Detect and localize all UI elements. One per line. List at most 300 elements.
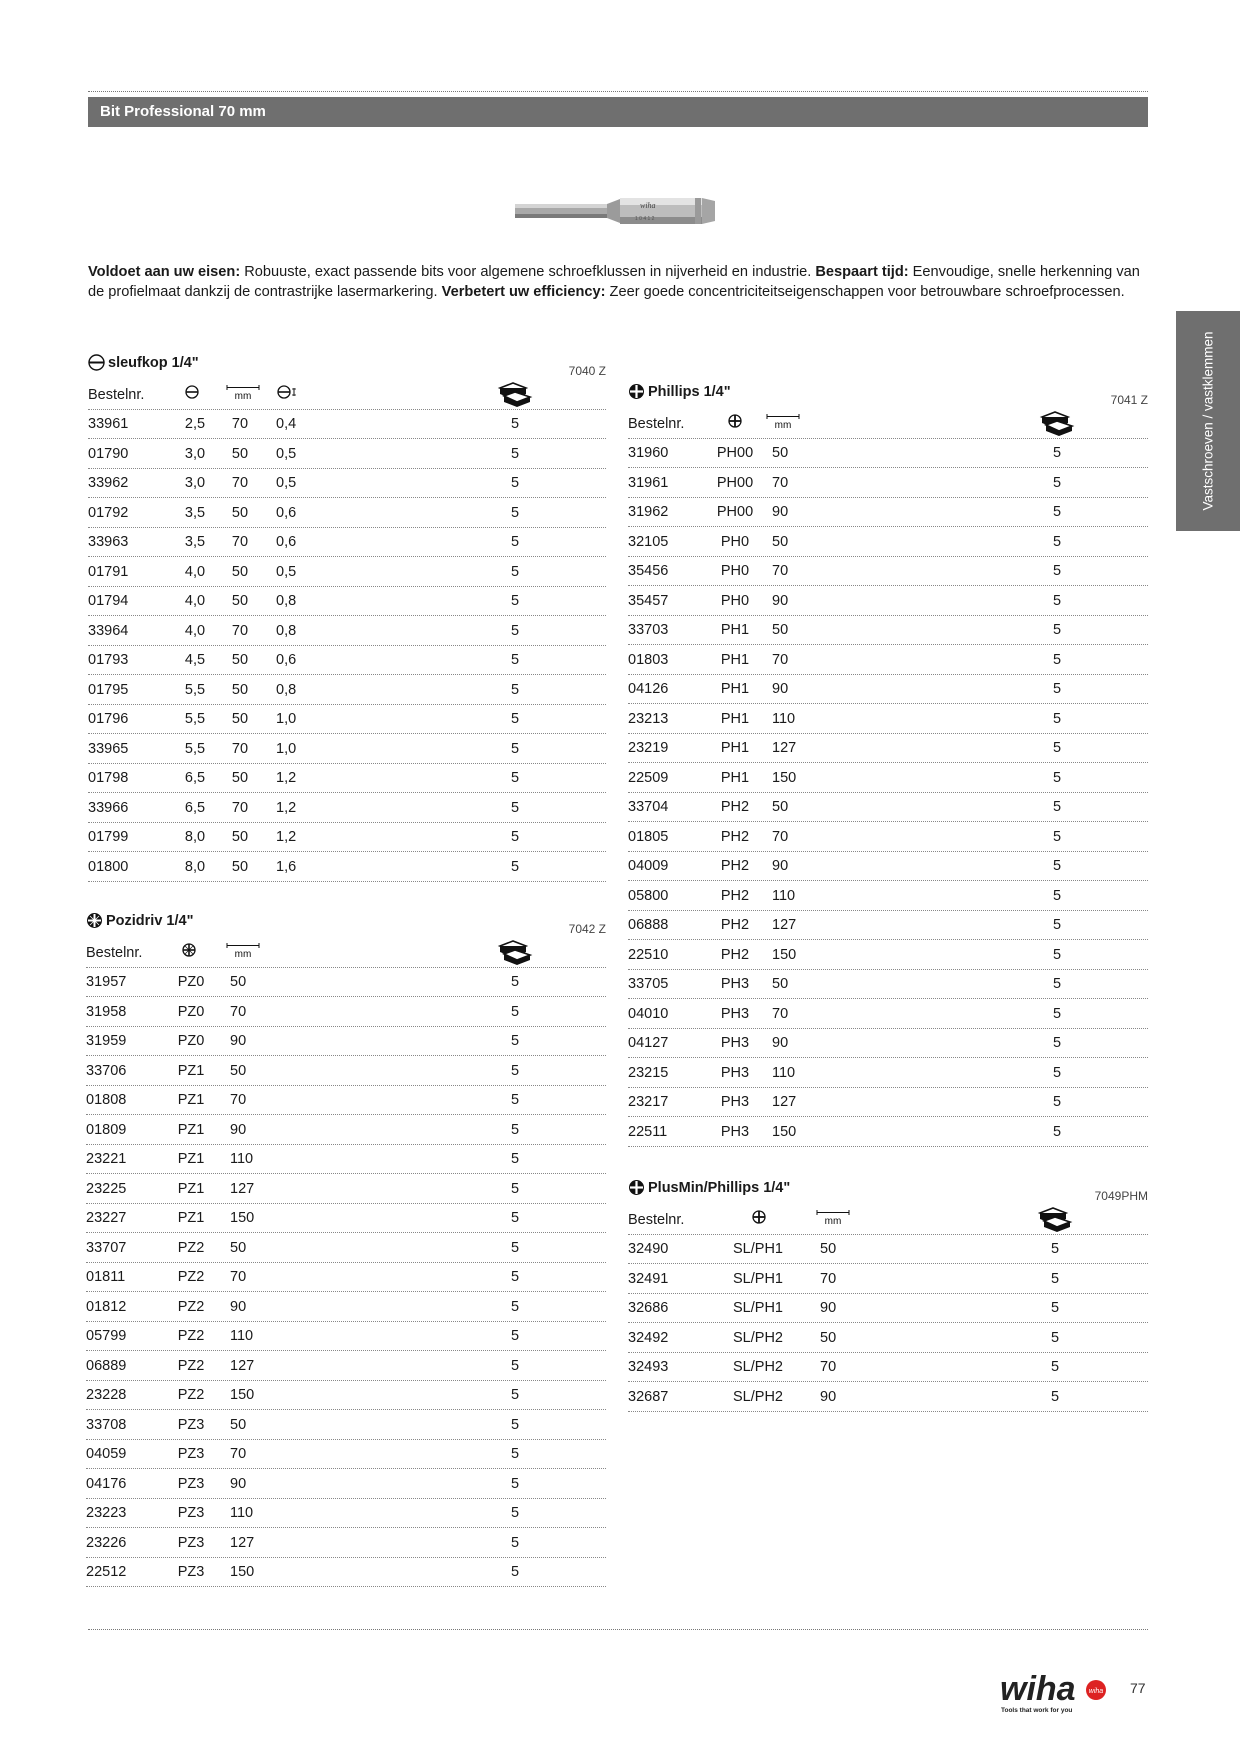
table-row <box>86 1499 606 1529</box>
table-cell: 5 <box>1052 592 1062 609</box>
table-row <box>628 970 1148 1000</box>
table-row <box>86 1440 606 1470</box>
table-cell: 90 <box>230 1298 247 1315</box>
pack-quantity-icon <box>496 937 534 966</box>
table-cell: 127 <box>230 1357 255 1374</box>
table-cell: 110 <box>772 887 796 904</box>
table-row <box>628 911 1148 941</box>
table-cell: 32492 <box>628 1329 669 1346</box>
phillips-profile-icon <box>628 1179 645 1196</box>
table-cell: 50 <box>231 504 249 521</box>
table-cell: 5 <box>510 1180 520 1197</box>
table-cell: PH2 <box>720 799 750 815</box>
table-row <box>88 646 606 676</box>
table-cell: SL/PH2 <box>733 1388 783 1405</box>
table-cell: 5 <box>510 799 520 816</box>
table-row <box>86 997 606 1027</box>
table-cell: 04127 <box>628 1035 669 1051</box>
table-cell: PZ1 <box>177 1092 205 1108</box>
table-cell: PH1 <box>720 769 750 786</box>
table-cell: 5 <box>510 622 520 639</box>
table-cell: 150 <box>772 769 797 786</box>
table-row <box>86 968 606 998</box>
table-cell: 50 <box>231 593 249 609</box>
table-cell: SL/PH1 <box>733 1270 783 1287</box>
table-cell: 5 <box>510 1505 520 1521</box>
intro-text: Voldoet aan uw eisen: Robuuste, exact passende bits voor algemene schroefklussen in nijverheid en industrie. Bespaart tijd: Eenvoudige, snelle herkenning van de profielmaat dankzij de contrastrijke lasermarkering. Verbetert uw efficiency: Zeer goede concentriciteitseigenschappen voor betrouwbare schroefprocessen. <box>88 264 1140 301</box>
table-cell: 5 <box>510 475 520 491</box>
top-divider <box>88 91 1148 92</box>
table-cell: PH2 <box>720 887 750 904</box>
table-cell: 35456 <box>628 563 669 579</box>
table-cell: 0,4 <box>276 416 297 432</box>
table-cell: 5 <box>1052 445 1062 461</box>
table-cell: 0,8 <box>276 622 297 639</box>
table-row <box>86 1528 606 1558</box>
table-row <box>628 1058 1148 1088</box>
table-cell: 50 <box>231 445 249 462</box>
table-cell: 5 <box>1050 1241 1060 1257</box>
table-cell: PZ3 <box>177 1505 205 1521</box>
table-cell: PZ1 <box>177 1210 205 1226</box>
table-cell: 2,5 <box>184 416 206 432</box>
table-cell: 4,5 <box>184 652 206 668</box>
table-row <box>88 823 606 853</box>
table-cell: PZ1 <box>177 1180 205 1197</box>
table-cell: 5 <box>1052 710 1062 727</box>
table-cell: 5 <box>1052 1094 1062 1110</box>
table-cell: 01800 <box>88 858 129 875</box>
table-cell: 150 <box>230 1564 255 1580</box>
table-row <box>88 852 606 882</box>
table-row <box>628 616 1148 646</box>
table-cell: 90 <box>772 592 789 609</box>
table-cell: 5 <box>1052 1123 1062 1140</box>
table-cell: 5 <box>1052 887 1062 904</box>
table-row <box>86 1558 606 1588</box>
table-cell: PH3 <box>720 1094 750 1110</box>
table-cell: 6,5 <box>184 770 206 786</box>
table-cell: 50 <box>820 1329 837 1346</box>
svg-text:wiha: wiha <box>1088 1688 1104 1695</box>
table-cell: PH1 <box>720 740 750 756</box>
table-cell: 5 <box>1052 651 1062 668</box>
table-cell: 01794 <box>88 593 129 609</box>
table-cell: 70 <box>230 1092 247 1108</box>
table-cell: 50 <box>230 1239 247 1256</box>
table-row <box>88 675 606 705</box>
table-cell: 5 <box>510 1151 520 1167</box>
table-cell: 01812 <box>86 1298 127 1315</box>
table-cell: PZ3 <box>177 1416 205 1433</box>
table-cell: 5 <box>510 652 520 668</box>
pack-quantity-icon <box>496 379 534 408</box>
table-cell: 150 <box>230 1210 255 1226</box>
table-cell: 5 <box>1052 769 1062 786</box>
table-cell: 23227 <box>86 1210 127 1226</box>
table-cell: 50 <box>772 799 789 815</box>
table-row <box>88 793 606 823</box>
table-cell: 01793 <box>88 652 129 668</box>
table-cell: 23228 <box>86 1387 127 1403</box>
table-cell: 5 <box>510 534 520 550</box>
table-cell: 70 <box>230 1269 247 1285</box>
table-cell: 1,0 <box>276 711 297 727</box>
table-cell: PZ3 <box>177 1564 205 1580</box>
table-row <box>88 498 606 528</box>
table-cell: 5 <box>510 445 520 462</box>
table-cell: 5 <box>510 740 520 757</box>
table-cell: PH2 <box>720 858 750 874</box>
table-cell: 33965 <box>88 740 129 757</box>
table-cell: 5 <box>510 1210 520 1226</box>
table-cell: 5 <box>510 711 520 727</box>
page-number: 77 <box>1130 1680 1146 1696</box>
table-cell: 04126 <box>628 681 669 697</box>
table-row <box>628 498 1148 528</box>
table-cell: 23226 <box>86 1534 127 1551</box>
table-row <box>628 940 1148 970</box>
table-cell: 3,0 <box>184 475 206 491</box>
table-cell: 70 <box>820 1359 837 1375</box>
section-code: 7040 Z <box>568 364 606 378</box>
table-cell: 04059 <box>86 1446 127 1462</box>
table-row <box>628 822 1148 852</box>
column-header-art: Bestelnr. <box>88 386 145 403</box>
table-row <box>628 999 1148 1029</box>
table-row <box>628 1323 1148 1353</box>
table-cell: 50 <box>231 563 249 580</box>
table-cell: 50 <box>231 711 249 727</box>
table-cell: 127 <box>230 1180 255 1197</box>
table-row <box>628 1029 1148 1059</box>
table-row <box>88 764 606 794</box>
table-cell: 50 <box>230 1416 247 1433</box>
table-cell: 5 <box>1050 1329 1060 1346</box>
table-cell: PZ1 <box>177 1121 205 1138</box>
table-cell: 5,5 <box>184 740 206 757</box>
table-cell: 5 <box>1052 681 1062 697</box>
table-cell: PH0 <box>720 563 750 579</box>
table-cell: 50 <box>231 858 249 875</box>
table-cell: 8,0 <box>184 829 206 845</box>
table-cell: 33962 <box>88 475 129 491</box>
table-row <box>628 1353 1148 1383</box>
table-cell: 5 <box>1052 563 1062 579</box>
table-header <box>86 938 606 968</box>
table-cell: 50 <box>231 681 249 698</box>
table-cell: 5 <box>1052 1064 1062 1081</box>
table-cell: 70 <box>231 622 249 639</box>
table-cell: SL/PH2 <box>733 1329 783 1346</box>
table-cell: 70 <box>231 475 249 491</box>
bottom-divider <box>88 1629 1148 1630</box>
table-row <box>628 468 1148 498</box>
table-row <box>628 527 1148 557</box>
table-cell: PH0 <box>720 592 750 609</box>
table-cell: 01805 <box>628 828 669 845</box>
table-cell: 23219 <box>628 740 669 756</box>
table-cell: 127 <box>772 740 797 756</box>
table-cell: 31958 <box>86 1003 127 1020</box>
bit-product-image <box>515 195 720 227</box>
table-cell: 22511 <box>628 1123 668 1140</box>
table-cell: 150 <box>230 1387 255 1403</box>
table-cell: 5 <box>510 563 520 580</box>
table-cell: 05800 <box>628 887 669 904</box>
table-cell: 01811 <box>86 1269 126 1285</box>
table-cell: PZ1 <box>177 1062 205 1079</box>
table-cell: PH3 <box>720 1123 750 1140</box>
table-cell: 1,6 <box>276 858 297 875</box>
table-cell: PZ2 <box>177 1269 205 1285</box>
table-row <box>628 675 1148 705</box>
table-cell: 06888 <box>628 917 669 933</box>
table-cell: 33705 <box>628 976 669 992</box>
table-cell: 5 <box>510 681 520 698</box>
table-cell: 127 <box>772 917 797 933</box>
table-row <box>86 1145 606 1175</box>
table-cell: 50 <box>231 829 249 845</box>
table-cell: 5 <box>1052 946 1062 963</box>
table-cell: PZ3 <box>177 1475 205 1492</box>
table-cell: 5 <box>510 1387 520 1403</box>
table-cell: PZ2 <box>177 1239 205 1256</box>
length-mm-icon <box>226 383 260 401</box>
table-row <box>628 1382 1148 1412</box>
length-mm-icon <box>766 412 800 430</box>
table-cell: PZ0 <box>177 1003 205 1020</box>
table-cell: 3,0 <box>184 445 206 462</box>
table-cell: 5 <box>510 1416 520 1433</box>
table-row <box>628 881 1148 911</box>
table-cell: 90 <box>772 1035 789 1051</box>
table-row <box>86 1027 606 1057</box>
table-cell: 22512 <box>86 1564 127 1580</box>
table-cell: 23213 <box>628 710 669 727</box>
table-cell: 05799 <box>86 1328 127 1344</box>
table-cell: 0,5 <box>276 563 297 580</box>
table-cell: PH00 <box>716 504 754 520</box>
table-cell: 23225 <box>86 1180 127 1197</box>
table-row <box>86 1115 606 1145</box>
table-cell: 110 <box>772 1064 796 1081</box>
section-code: 7042 Z <box>568 922 606 936</box>
pozidriv-profile-icon <box>181 941 203 959</box>
section-title: Pozidriv 1/4" <box>86 912 193 929</box>
table-cell: 70 <box>231 534 249 550</box>
table-row <box>86 1351 606 1381</box>
table-cell: 0,6 <box>276 504 297 521</box>
table-cell: 5 <box>510 593 520 609</box>
table-cell: 50 <box>231 770 249 786</box>
table-cell: 22510 <box>628 946 669 963</box>
section-title: sleufkop 1/4" <box>88 354 199 371</box>
table-cell: 70 <box>772 474 789 491</box>
table-cell: PZ2 <box>177 1298 205 1315</box>
table-cell: 32105 <box>628 533 669 550</box>
table-cell: PH3 <box>720 1035 750 1051</box>
table-cell: PH1 <box>720 710 750 727</box>
table-cell: 23221 <box>86 1151 127 1167</box>
table-cell: 0,8 <box>276 681 297 698</box>
table-cell: 5 <box>510 974 520 990</box>
table-cell: 06889 <box>86 1357 127 1374</box>
table-cell: 1,0 <box>276 740 297 757</box>
table-cell: 1,2 <box>276 770 297 786</box>
table-cell: PZ2 <box>177 1328 205 1344</box>
table-row <box>628 704 1148 734</box>
pack-quantity-icon <box>1036 1204 1074 1233</box>
table-cell: 90 <box>230 1121 247 1138</box>
table-cell: 04009 <box>628 858 669 874</box>
table-cell: 5 <box>1052 799 1062 815</box>
table-cell: PH2 <box>720 946 750 963</box>
phillips-profile-icon <box>727 412 749 430</box>
table-cell: PH00 <box>716 445 754 461</box>
table-cell: 4,0 <box>184 563 206 580</box>
table-cell: 70 <box>231 799 249 816</box>
table-cell: 32687 <box>628 1388 669 1405</box>
table-cell: 5 <box>510 1092 520 1108</box>
table-cell: 8,0 <box>184 858 206 875</box>
table-row <box>628 1264 1148 1294</box>
table-cell: 5 <box>510 829 520 845</box>
table-cell: 31962 <box>628 504 669 520</box>
table-cell: 23215 <box>628 1064 669 1081</box>
table-cell: 1,2 <box>276 829 297 845</box>
table-row <box>628 1294 1148 1324</box>
table-cell: 31961 <box>628 474 669 491</box>
table-cell: PH1 <box>720 681 750 697</box>
table-cell: PH1 <box>720 622 750 638</box>
table-cell: 5 <box>510 1269 520 1285</box>
section-code: 7049PHM <box>1094 1189 1148 1203</box>
table-row <box>628 852 1148 882</box>
slotted-profile-icon <box>88 354 105 371</box>
table-cell: 3,5 <box>184 504 206 521</box>
table-cell: PH2 <box>720 828 750 845</box>
table-row <box>86 1233 606 1263</box>
table-cell: 4,0 <box>184 622 206 639</box>
table-cell: 5 <box>510 416 520 432</box>
table-row <box>86 1469 606 1499</box>
table-cell: 0,6 <box>276 652 297 668</box>
table-cell: 31960 <box>628 445 669 461</box>
table-row <box>86 1086 606 1116</box>
table-row <box>86 1204 606 1234</box>
table-row <box>628 557 1148 587</box>
length-mm-icon <box>226 941 260 959</box>
table-cell: 90 <box>230 1033 247 1049</box>
table-cell: 32493 <box>628 1359 669 1375</box>
table-cell: 33966 <box>88 799 129 816</box>
table-row <box>88 557 606 587</box>
table-cell: 5 <box>510 1121 520 1138</box>
table-cell: 5 <box>1052 1035 1062 1051</box>
table-cell: 70 <box>820 1270 837 1287</box>
table-header <box>88 380 606 410</box>
table-cell: 90 <box>820 1388 837 1405</box>
table-cell: 04010 <box>628 1005 669 1022</box>
table-cell: 5 <box>1052 976 1062 992</box>
table-cell: 22509 <box>628 769 669 786</box>
table-cell: 50 <box>772 533 789 550</box>
phillips-profile-icon <box>628 383 645 400</box>
table-row <box>628 586 1148 616</box>
svg-text:mm: mm <box>824 1215 842 1226</box>
table-cell: 01795 <box>88 681 129 698</box>
table-cell: 127 <box>230 1534 255 1551</box>
table-cell: 50 <box>231 652 249 668</box>
table-row <box>86 1381 606 1411</box>
table-cell: PZ1 <box>177 1151 205 1167</box>
table-cell: PH3 <box>720 1005 750 1022</box>
table-cell: 5 <box>1052 622 1062 638</box>
table-cell: 50 <box>772 976 789 992</box>
table-cell: 5 <box>510 1564 520 1580</box>
table-cell: SL/PH2 <box>733 1359 783 1375</box>
table-cell: 5 <box>1050 1388 1060 1405</box>
table-cell: 33963 <box>88 534 129 550</box>
table-cell: 5 <box>1052 504 1062 520</box>
table-cell: 70 <box>230 1446 247 1462</box>
table-cell: 50 <box>820 1241 837 1257</box>
table-cell: 33707 <box>86 1239 127 1256</box>
table-row <box>628 793 1148 823</box>
table-cell: 5 <box>510 1062 520 1079</box>
section-title: Phillips 1/4" <box>628 383 731 400</box>
table-cell: 01798 <box>88 770 129 786</box>
table-cell: 33964 <box>88 622 129 639</box>
table-cell: 70 <box>772 651 789 668</box>
page-header: Bit Professional 70 mm <box>88 97 1148 127</box>
table-cell: 5 <box>1050 1270 1060 1287</box>
table-cell: 4,0 <box>184 593 206 609</box>
table-cell: 5 <box>510 504 520 521</box>
table-cell: SL/PH1 <box>733 1241 783 1257</box>
table-cell: 04176 <box>86 1475 127 1492</box>
table-cell: 6,5 <box>184 799 206 816</box>
table-cell: 5 <box>1052 533 1062 550</box>
table-cell: 32491 <box>628 1270 669 1287</box>
table-cell: 5 <box>510 1446 520 1462</box>
table-cell: 01796 <box>88 711 129 727</box>
table-cell: 5 <box>1052 858 1062 874</box>
table-row <box>88 734 606 764</box>
table-cell: 5 <box>1052 828 1062 845</box>
table-cell: 5 <box>510 770 520 786</box>
table-row <box>88 410 606 440</box>
table-cell: 70 <box>231 740 249 757</box>
table-row <box>88 705 606 735</box>
table-cell: 33703 <box>628 622 669 638</box>
table-row <box>628 645 1148 675</box>
table-cell: PH0 <box>720 533 750 550</box>
section-title: PlusMin/Phillips 1/4" <box>628 1179 790 1196</box>
table-cell: 5 <box>510 1003 520 1020</box>
table-cell: PZ3 <box>177 1446 205 1462</box>
table-cell: 01791 <box>88 563 129 580</box>
wiha-logo <box>1000 1672 1110 1716</box>
table-row <box>628 1235 1148 1265</box>
table-cell: 70 <box>772 828 789 845</box>
table-cell: 0,5 <box>276 475 297 491</box>
pozidriv-profile-icon <box>86 912 103 929</box>
table-cell: 70 <box>772 563 789 579</box>
table-row <box>88 469 606 499</box>
table-cell: PH00 <box>716 474 754 491</box>
